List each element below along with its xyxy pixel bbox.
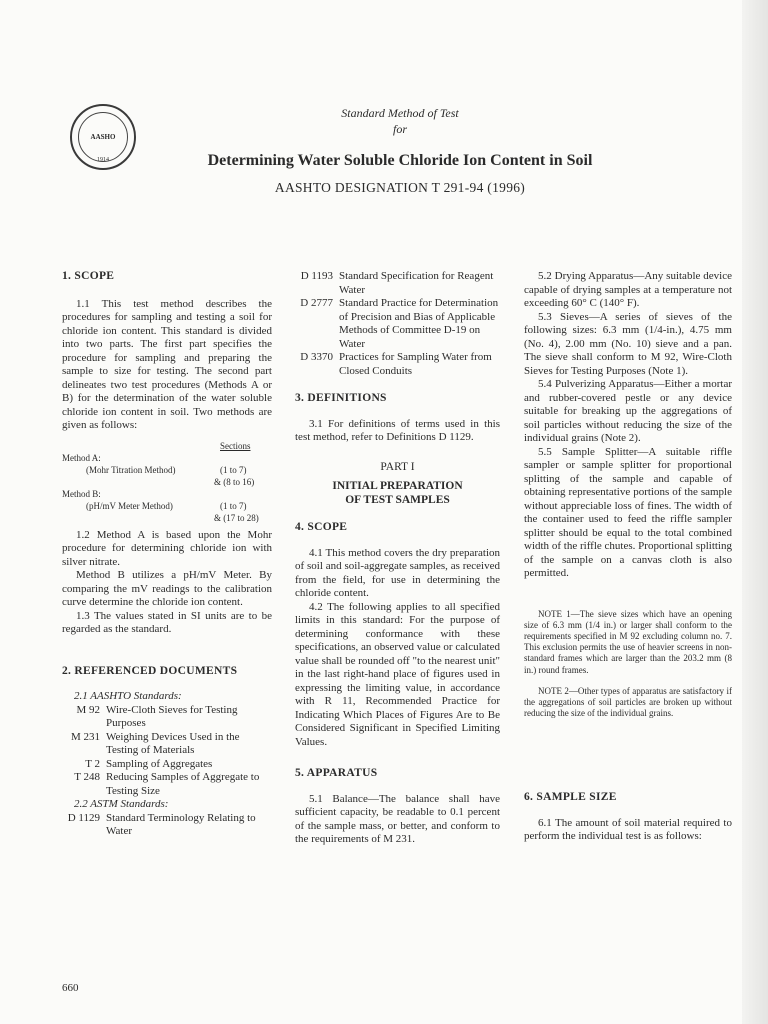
para-5-3: 5.3 Sieves—A series of sieves of the following sizes: 6.3 mm (1/4-in.), 4.75 mm (No. 4), 2.00 mm (No. 10) sieve and a pan. The sieve shall conform to M 92, Wire-Cloth Sieves for Testing Purposes (Note 1).	[524, 310, 732, 377]
para-3-1: 3.1 For definitions of terms used in this test method, refer to Definitions D 1129.	[295, 417, 500, 443]
para-1-2b: Method B utilizes a pH/mV Meter. By comparing the mV readings to the calibration curve determine the chloride ion content.	[62, 569, 272, 608]
part-1-title-2: OF TEST SAMPLES	[345, 493, 450, 506]
method-a-label: Method A:	[62, 452, 101, 463]
logo-center-text: AASHO	[90, 132, 116, 141]
part-1-label: PART I	[380, 460, 415, 473]
ref-t2: T 2 Sampling of Aggregates	[85, 757, 213, 770]
ref-m231: M 231 Weighing Devices Used in the Testing of Materials	[70, 730, 240, 756]
method-a-sections-2: & (8 to 16)	[214, 476, 255, 487]
para-2-2: 2.2 ASTM Standards:	[74, 798, 169, 810]
section-1-heading: 1. SCOPE	[62, 270, 115, 282]
para-2-1: 2.1 AASHTO Standards:	[74, 690, 182, 702]
document-title: Determining Water Soluble Chloride Ion Content in Soil	[207, 152, 593, 169]
section-5-heading: 5. APPARATUS	[295, 767, 378, 779]
header-for: for	[392, 122, 407, 136]
logo-year: 1914	[97, 157, 109, 163]
ref-t248: T 248 Reducing Samples of Aggregate to Testing Size	[74, 771, 260, 797]
method-b-sections-2: & (17 to 28)	[214, 512, 259, 523]
method-b-sections: (1 to 7)	[220, 500, 247, 511]
ref-d2777: D 2777 Standard Practice for Determination of Precision and Bias of Applicable Methods of Committee D-19 on Water	[300, 297, 499, 350]
para-5-2: 5.2 Drying Apparatus—Any suitable device capable of drying samples at a temperature not exceeding 60° C (140° F).	[524, 270, 732, 309]
method-b-label: Method B:	[62, 488, 101, 499]
note-1: NOTE 1—The sieve sizes which have an opening size of 6.3 mm (1/4 in.) or larger shall conform to the requirements specified in M 92 excluding column no. 7. This exclusion permits the use of heavier screens in non-standard frames which are larger than the 203.2 mm (8 in.) round frames.	[524, 608, 732, 675]
ref-d1193: D 1193 Standard Specification for Reagent Water	[300, 270, 494, 296]
section-6-heading: 6. SAMPLE SIZE	[524, 791, 617, 804]
section-2-heading: 2. REFERENCED DOCUMENTS	[62, 664, 238, 677]
para-4-1: 4.1 This method covers the dry preparation of soil and soil-aggregate samples, as received from the field, for use in determining the chloride content.	[295, 546, 500, 599]
para-1-1: 1.1 This test method describes the procedures for sampling and testing a soil for chloride ion content. This standard is divided into two parts. The first part specifies the procedure for sampling and preparing the sample to size for testing. The second part delineates two test procedures (Methods A or B) for the determination of the water soluble chloride ion content in soil. Two methods are given as follows:	[62, 297, 272, 431]
section-3-heading: 3. DEFINITIONS	[295, 392, 387, 404]
para-5-4: 5.4 Pulverizing Apparatus—Either a mortar and rubber-covered pestle or any device suitable for breaking up the aggregations of soil particles without reducing the size of the individual grains (Note 2).	[524, 378, 732, 444]
header-standard-method: Standard Method of Test	[341, 106, 459, 120]
column-2	[295, 270, 500, 847]
column-3	[524, 270, 732, 844]
methods-table	[62, 441, 272, 529]
ref-d1129: D 1129 Standard Terminology Relating to Water	[67, 811, 256, 837]
note-2: NOTE 2—Other types of apparatus are satisfactory if the aggregations of soil particles are broken up without reducing the size of the individual grains.	[524, 685, 732, 719]
para-1-2: 1.2 Method A is based upon the Mohr procedure for determining chloride ion with silver nitrate.	[62, 528, 272, 568]
page-number: 660	[62, 982, 79, 994]
para-6-1: 6.1 The amount of soil material required to perform the individual test is as follows:	[524, 816, 732, 843]
para-5-5: 5.5 Sample Splitter—A suitable riffle sampler or sample splitter for proportional splitting of the sample and capable of obtaining representative portions of the sample without appreciable loss of fines. The width of the container used to feed the riffle sampler splitter should be equal to the total combined width of the riffle chutes. Proportional splitting of the sample on a canvas cloth is also permitted.	[524, 445, 732, 579]
para-1-3: 1.3 The values stated in SI units are to be regarded as the standard.	[62, 609, 272, 635]
para-5-1: 5.1 Balance—The balance shall have sufficient capacity, be readable to 0.1 percent of the sample mass, or better, and conform to the requirements of M 231.	[295, 792, 500, 845]
column-1	[62, 270, 272, 839]
sections-label: Sections	[220, 440, 251, 451]
ref-d3370: D 3370 Practices for Sampling Water from Closed Conduits	[300, 351, 492, 377]
ref-m92: M 92 Wire-Cloth Sieves for Testing Purposes	[76, 703, 238, 729]
method-b-name: (pH/mV Meter Method)	[86, 500, 173, 511]
para-4-2: 4.2 The following applies to all specified limits in this standard: For the purpose of determining conformance with these specifications, an observed value or calculated value shall be rounded off "to the nearest unit" in the last right-hand place of figures used in expressing the limiting value, in accordance with R 11, Recommended Practice for Indicating Which Places of Figures Are to Be Considered Significant in Specified Limiting Values.	[295, 600, 500, 748]
method-a-sections: (1 to 7)	[220, 464, 247, 475]
section-4-heading: 4. SCOPE	[295, 521, 348, 533]
aashto-designation: AASHTO DESIGNATION T 291-94 (1996)	[274, 180, 526, 195]
part-1-title-1: INITIAL PREPARATION	[332, 480, 463, 492]
aashto-seal-logo	[70, 104, 136, 170]
page-edge-shadow	[742, 0, 768, 1024]
method-a-name: (Mohr Titration Method)	[86, 464, 176, 475]
